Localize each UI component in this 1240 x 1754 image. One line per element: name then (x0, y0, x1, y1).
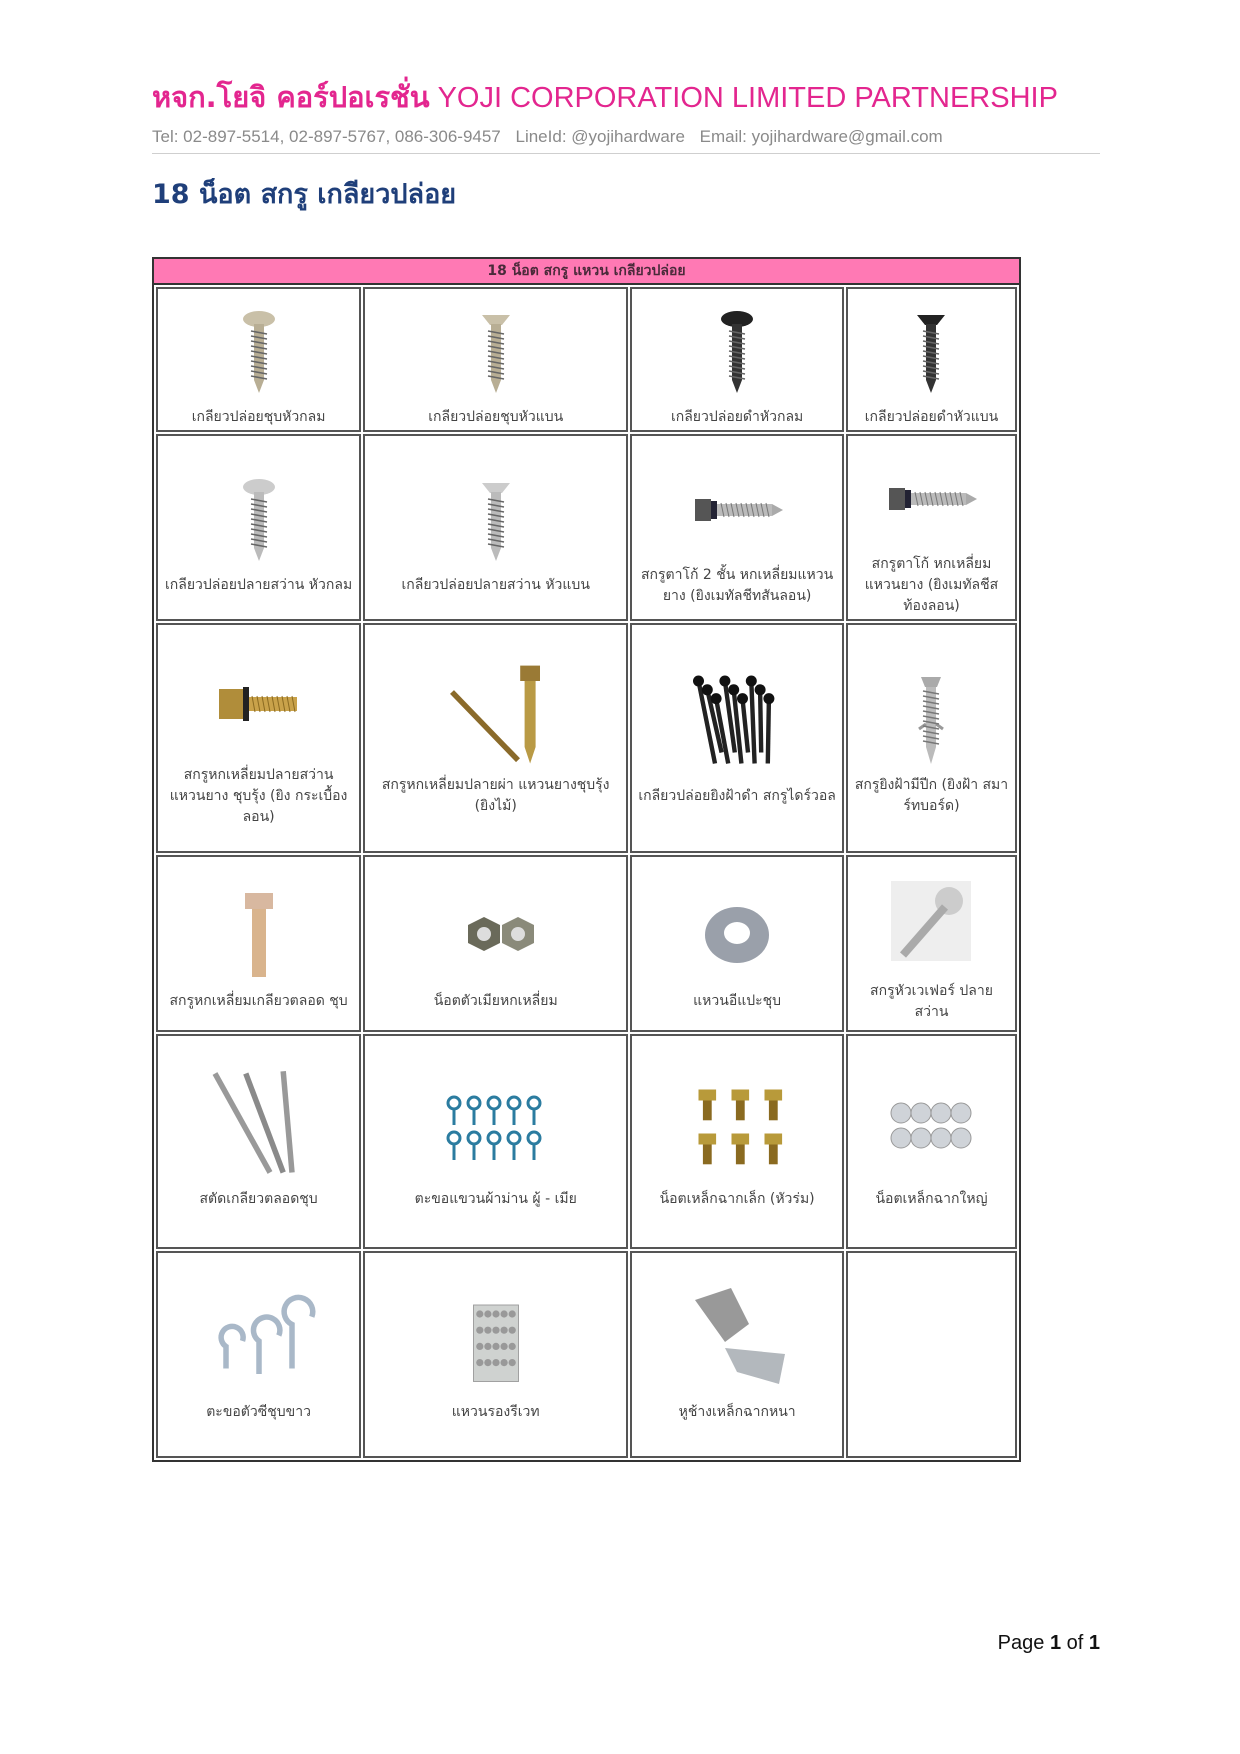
hex-washer-roofing-screw-icon (634, 449, 840, 559)
empty-cell (846, 1251, 1017, 1458)
product-name: สกรูหกเหลี่ยมปลายสว่าน แหวนยาง ชุบรุ้ง (ยิง กระเบื้องลอน) (169, 766, 348, 825)
product-name: หูช้างเหล็กฉากหนา (678, 1404, 796, 1420)
small-bracket-bolts-icon (634, 1073, 840, 1183)
current-page: 1 (1049, 1632, 1062, 1654)
drywall-screws-icon (634, 670, 840, 780)
product-name: เกลียวปล่อยปลายสว่าน หัวกลม (165, 577, 353, 593)
product-cell (846, 855, 1017, 1032)
company-name (152, 72, 1100, 123)
document-title: 18 น็อต สกรู เกลียวปล่อย (152, 179, 457, 210)
product-cell (156, 434, 361, 621)
hex-bolt-icon (160, 875, 357, 985)
company-name-english: YOJI CORPORATION LIMITED PARTNERSHIP (437, 82, 1058, 114)
product-cell (363, 287, 628, 432)
company-name-thai: หจก.โยจิ คอร์ปอเรชั่น (152, 80, 430, 114)
total-pages: 1 (1088, 1632, 1100, 1654)
product-cell (156, 1251, 361, 1458)
product-cell (363, 434, 628, 621)
page-word: Page (997, 1632, 1045, 1654)
product-cell (846, 434, 1017, 621)
catalog-grid (154, 285, 1019, 1460)
product-name: สตัดเกลียวตลอดชุบ (199, 1191, 318, 1207)
product-name: น็อตเหล็กฉากใหญ่ (875, 1191, 988, 1207)
phone-numbers: Tel: 02-897-5514, 02-897-5767, 086-306-9457 (152, 127, 501, 146)
product-cell (630, 855, 844, 1032)
black-flat-head-screw-icon (850, 291, 1013, 401)
cup-hooks-icon (160, 1286, 357, 1396)
product-name: ตะขอตัวซีชุบขาว (206, 1404, 311, 1420)
product-name: เกลียวปล่อยปลายสว่าน หัวแบน (401, 577, 590, 593)
product-name: เกลียวปล่อยดำหัวกลม (670, 409, 804, 425)
product-cell (156, 623, 361, 853)
hex-washer-roofing-screw-icon (850, 438, 1013, 548)
self-drilling-flat-screw-icon (367, 459, 624, 569)
product-cell (630, 1034, 844, 1249)
product-name: น็อตตัวเมียหกเหลี่ยม (433, 993, 558, 1009)
product-name: สกรูยิงฝ้ามีปีก (ยิงฝ้า สมาร์ทบอร์ด) (854, 777, 1009, 814)
product-cell (363, 855, 628, 1032)
product-name: แหวนรองรีเวท (451, 1404, 540, 1420)
of-word: of (1066, 1632, 1084, 1654)
large-bracket-nuts-icon (850, 1073, 1013, 1183)
product-name: สกรูตาโก้ 2 ชั้น หกเหลี่ยมแหวนยาง (ยิงเมทัลชีทสันลอน) (640, 566, 834, 604)
product-name: น็อตเหล็กฉาก​เล็ก (หัวร่ม) (659, 1191, 815, 1207)
product-cell (156, 287, 361, 432)
product-cell (156, 1034, 361, 1249)
email-address: Email: yojihardware@gmail.com (699, 127, 943, 146)
wafer-head-screw-icon (850, 865, 1013, 975)
product-cell (846, 287, 1017, 432)
product-name: แหวนอีแปะชุบ (693, 993, 782, 1009)
product-name: เกลียวปล่อยชุบหัวกลม (191, 409, 326, 425)
catalog-row (156, 1251, 1017, 1458)
hex-nuts-icon (367, 875, 624, 985)
silver-round-head-screw-icon (160, 291, 357, 401)
threaded-rod-icon (160, 1073, 357, 1183)
product-name: เกลียวปล่อยชุบหัวแบน (428, 409, 564, 425)
contact-line (152, 127, 1100, 154)
product-cell (630, 1251, 844, 1458)
product-name: เกลียวปล่อยดำหัวแบน (864, 409, 999, 425)
product-cell (630, 434, 844, 621)
page-header (152, 72, 1100, 154)
lag-screw-icon (367, 659, 624, 769)
product-name: เกลียวปล่อยยิงฝ้าดำ สกรูไดร์วอล (638, 787, 836, 804)
line-id: LineId: @yojihardware (515, 127, 685, 146)
catalog-row (156, 1034, 1017, 1249)
catalog-row (156, 434, 1017, 621)
flat-washer-icon (634, 875, 840, 985)
product-cell (630, 287, 844, 432)
product-catalog-table (152, 257, 1021, 1462)
rivet-washers-bag-icon (367, 1286, 624, 1396)
product-cell (363, 1034, 628, 1249)
product-cell (363, 623, 628, 853)
product-cell (846, 1034, 1017, 1249)
product-cell (363, 1251, 628, 1458)
catalog-title: 18 น็อต สกรู แหวน เกลียวปล่อย (154, 259, 1019, 285)
eye-hooks-icon (367, 1073, 624, 1183)
page-number (998, 1632, 1100, 1655)
catalog-row (156, 855, 1017, 1032)
product-name: ตะขอแขวนผ้าม่าน ผู้ - เมีย (414, 1191, 577, 1207)
product-name: สกรูตาโก้ หกเหลี่ยม แหวนยาง (ยิงเมทัลชีสท้องลอน) (864, 556, 999, 614)
product-name: สกรูหกเหลี่ยมเกลียวตลอด ชุบ (169, 993, 348, 1009)
product-name: สกรูหกเหลี่ยมปลายผ่า แหวนยางชุบรุ้ง (ยิงไม้) (381, 777, 610, 814)
product-cell (156, 855, 361, 1032)
catalog-row (156, 287, 1017, 432)
winged-drill-screw-icon (850, 659, 1013, 769)
product-name: สกรูหัวเวเฟอร์ ปลาย สว่าน (870, 982, 993, 1020)
silver-flat-head-screw-icon (367, 291, 624, 401)
catalog-row (156, 623, 1017, 853)
self-drilling-round-screw-icon (160, 459, 357, 569)
product-cell (630, 623, 844, 853)
gold-hex-washer-screw-icon (160, 649, 357, 759)
black-round-head-screw-icon (634, 291, 840, 401)
product-cell (846, 623, 1017, 853)
corner-bracket-icon (634, 1286, 840, 1396)
